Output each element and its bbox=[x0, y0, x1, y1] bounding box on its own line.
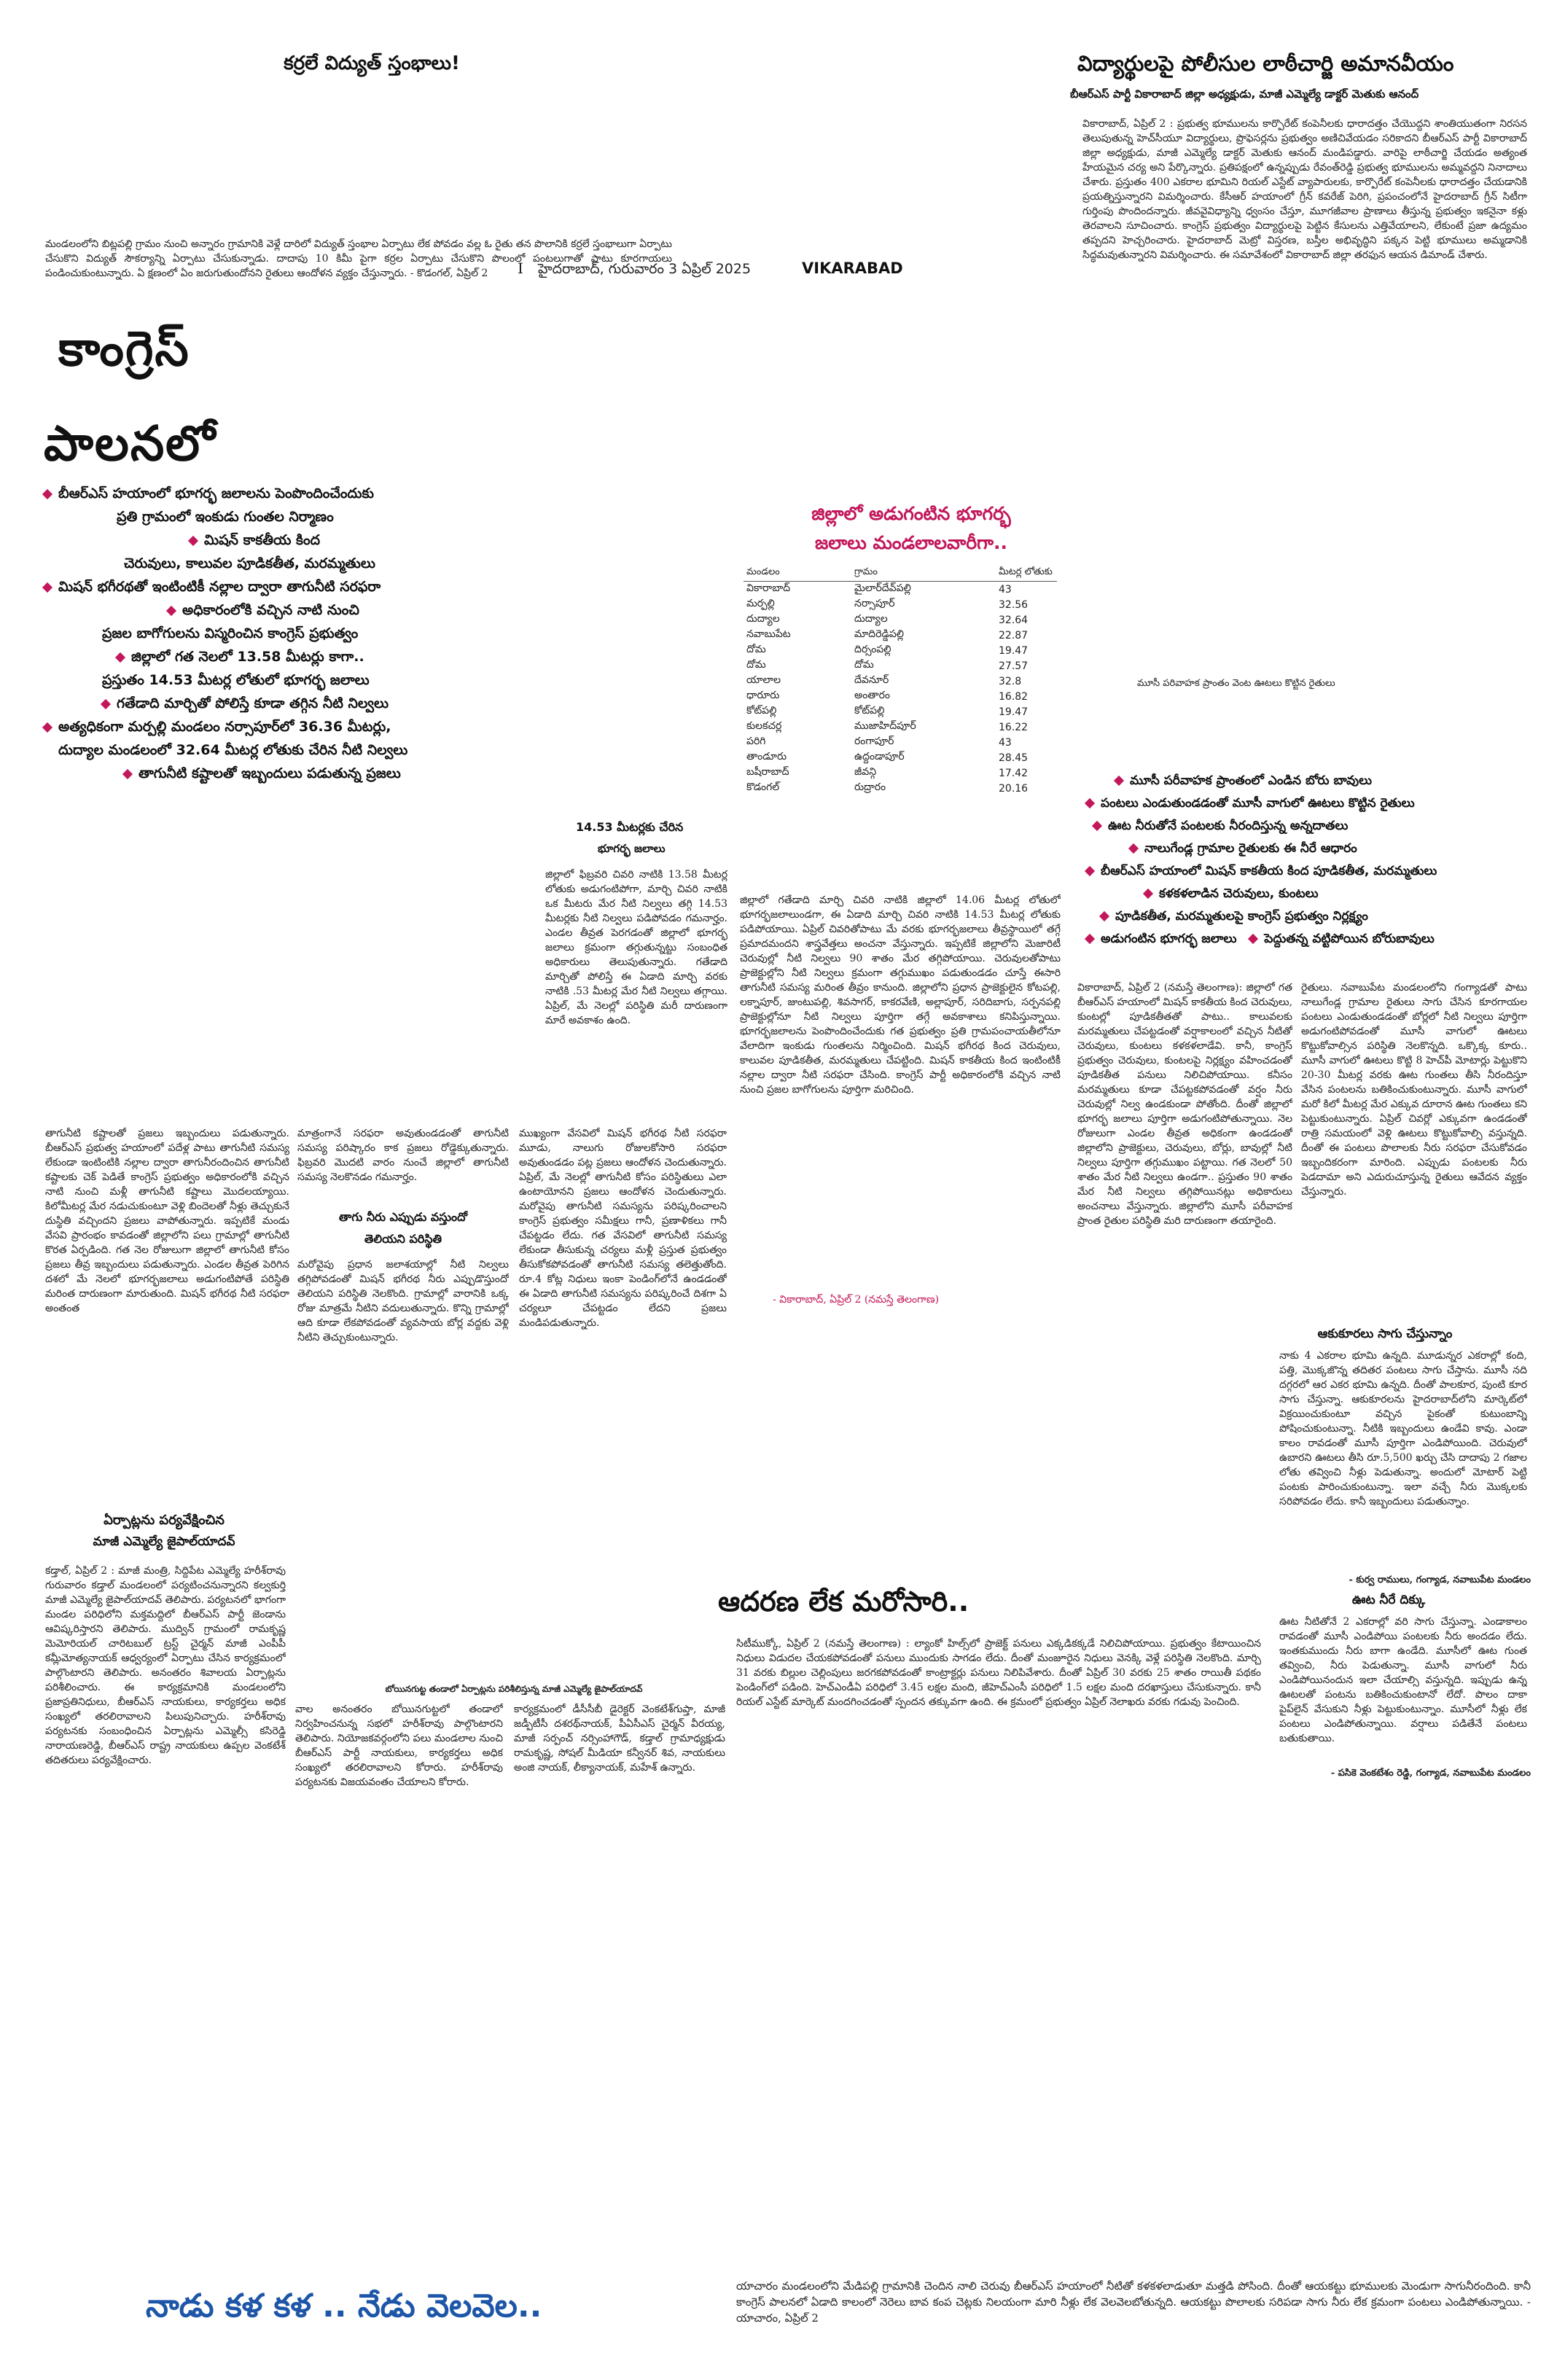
mandal-cell: నవాబుపేట bbox=[746, 628, 791, 640]
village-cell: రుద్రారం bbox=[854, 781, 886, 793]
depth-cell: 43 bbox=[999, 583, 1012, 596]
diamond-bullet-icon bbox=[1085, 866, 1095, 876]
village-cell: అంతారం bbox=[854, 690, 890, 701]
mandal-cell: దుద్యాల bbox=[746, 613, 780, 625]
ooto-body: ఊట నీటితోనే 2 ఎకరాల్లో వరి సాగు చేస్తున్నా. ఎండాకాలం రావడంతో మూసీ ఎండిపోయి పంటలకు నీరు అందడం లేదు. ఇంతకుముందు నీరు బాగా ఉండేది. మూసీలో ఊట గుంత తవ్వించి, నీరు పెడుతున్నా. మూసీ వాగులో నీరు ఎండిపోయినందున ఇలా చేయాల్సి వస్తున్నది. ఇప్పుడు ఉన్న ఊటలతో పంటను బతికించుకుంటానో లేదో. పొలం దాకా పైప్‌లైన్‌ వేసుకుని నీళ్లు పెట్టుకుంటున్నాం. మూసీలో నీళ్లు లేక పంటలు ఎండిపోతున్నాయి. వర్షాలు పడితేనే పంటలు బతుకుతాయి. bbox=[1279, 1616, 1527, 1744]
musi-bullet: అడుగంటిన భూగర్భ జలాలు పెద్దుతన్న వట్టిపోయిన బోరుబావులు bbox=[1086, 929, 1538, 950]
mandal-cell: కోట్‌పల్లి bbox=[746, 705, 777, 717]
table-row bbox=[744, 658, 1057, 674]
diamond-bullet-icon bbox=[1092, 821, 1102, 831]
village-cell: కోట్‌పల్లి bbox=[854, 705, 885, 717]
event-col-3: కార్యక్రమంలో డీసీసీబీ డైరెక్టర్‌ వెంకటేశ్‌గుప్తా, మాజీ జడ్పీటీసీ దశరథ్‌నాయక్‌, పీఏసీఎస్‌ చైర్మన్‌ వీరయ్య, మాజీ సర్పంచ్‌ నర్సింహాగౌడ్‌, కడ్తాల్‌ గ్రామాధ్యక్షుడు రామకృష్ణ, సోషల్‌ మీడియా కన్వీనర్‌ శివ, నాయకులు అంజి నాయక్‌, లీక్యానాయక్‌, మహేశ్‌ ఉన్నారు. bbox=[514, 1704, 725, 1774]
table-header: గ్రామం bbox=[851, 565, 996, 582]
table-row bbox=[744, 689, 1057, 704]
event-headline-1: ఏర్పాట్లను పర్యవేక్షించిన bbox=[104, 1513, 225, 1528]
table-row bbox=[744, 750, 1057, 765]
mandal-cell: మర్పల్లి bbox=[746, 598, 775, 609]
main-col-2-heading-1: తాగు నీరు ఎప్పుడు వస్తుందో bbox=[338, 1210, 468, 1224]
main-bullet: తాగునీటి కష్టాలతో ఇబ్బందులు పడుతున్న ప్రజలు bbox=[44, 762, 569, 784]
ooto-heading: ఊట నీరే దిక్కు bbox=[1351, 1593, 1426, 1607]
table-row bbox=[744, 597, 1057, 612]
center-heading-1: 14.53 మీటర్లకు చేరిన bbox=[576, 820, 684, 834]
musi-col-1: వికారాబాద్‌, ఏప్రిల్‌ 2 (నమస్తే తెలంగాణ): జిల్లాలో గత బీఆర్‌ఎస్‌ హయాంలో మిషన్‌ కాకతీయ కింద చెరువులు, కుంటల్లో పూడికతీతతో పాటు.. కాలువలకు మరమ్మతులు చేపట్టడంతో వర్షాకాలంలో వచ్చిన నీటితో చెరువులు, కుంటలు కళకళలాడేవి. కానీ, కాంగ్రెస్‌ ప్రభుత్వం చెరువులు, కుంటలపై నిర్లక్ష్యం వహించడంతో పూడికతీత పనులు నిలిచిపోయాయి. కనీసం మరమ్మతులు కూడా చేపట్టకపోవడంతో వర్షం నీరు చెరువుల్లో నిల్వ ఉండకుండా పోతోంది. దీంతో జిల్లాలో భూగర్భ జలాలు పూర్తిగా అడుగంటిపోతున్నాయి. నెల రోజులుగా ఎండల తీవ్రత అధికంగా ఉండడంతో జిల్లాలోని ప్రాజెక్టులు, చెరువులు, బోర్లు, బావుల్లో నీటి నిల్వలు పూర్తిగా తగ్గుముఖం పట్టాయి. గత నెలలో 50 శాతం మేర నీటి నిల్వలు ఉండగా.. ప్రస్తుతం 90 శాతం మేర నీటి నిల్వలు తగ్గిపోయినట్లు అధికారులు అంచనాలు వేస్తున్నారు. జిల్లాలోని మూసీ పరీవాహక ప్రాంత రైతుల పరిస్థితి మరి దారుణంగా తయారైంది. bbox=[1077, 982, 1292, 1227]
vegetable-byline: - కుర్వ రాములు, గంగ్యాడ, నవాబుపేట మండలం bbox=[1349, 1575, 1531, 1585]
depth-cell: 20.16 bbox=[999, 782, 1029, 795]
table-row bbox=[744, 781, 1057, 796]
main-bullet: అధికారంలోకి వచ్చిన నాటి నుంచి bbox=[44, 599, 569, 621]
mandal-cell: దోమ bbox=[746, 659, 766, 671]
mandal-cell: తాండూరు bbox=[746, 751, 787, 762]
diamond-bullet-icon bbox=[1248, 934, 1258, 944]
main-headline-line1: కాంగ్రెస్‌ bbox=[58, 321, 190, 377]
diamond-bullet-icon bbox=[115, 652, 125, 662]
village-cell: మైలార్‌దేవ్‌పల్లి bbox=[854, 582, 911, 594]
depth-cell: 27.57 bbox=[999, 660, 1029, 672]
musi-photo-caption: మూసీ పరివాహక ప్రాంతం వెంట ఊటలు కొట్టిన రైతులు bbox=[1137, 678, 1335, 689]
depth-cell: 28.45 bbox=[999, 752, 1029, 764]
depth-cell: 32.8 bbox=[999, 675, 1022, 687]
mandal-cell: ధారూరు bbox=[746, 690, 780, 701]
diamond-bullet-icon bbox=[101, 698, 111, 709]
diamond-bullet-icon bbox=[122, 768, 133, 779]
village-cell: నర్సాపూర్‌ bbox=[854, 598, 895, 609]
bottom-caption: యాచారం మండలంలోని మేడిపల్లి గ్రామానికి చెందిన నాలి చెరువు బీఆర్‌ఎస్‌ హయాంలో నీటితో కళకళలాడుతూ మత్తడి పోసింది. దీంతో ఆయకట్టు భూములకు మెండుగా సాగునీరందింది. కానీ కాంగ్రెస్‌ పాలనలో ఏడాది కాలంలో నెరెలు బావ కంప చెట్లకు నిలయంగా మారి నీళ్లు లేక వెలవెలబోతున్నది. ఆయకట్టు పొలాలకు సరిపడా సాగు నీరు లేక క్రమంగా పంటలు ఎండిపోతున్నాయి. - యాచారం, ఏప్రిల్‌ 2 bbox=[736, 2279, 1531, 2325]
center-col-b: జిల్లాలో గతేడాది మార్చి చివరి నాటికి జిల్లాలో 14.06 మీటర్ల లోతులో భూగర్భజలాలుండగా, ఈ ఏడాది మార్చి చివరి నాటికి 14.53 మీటర్ల లోతుకు పడిపోయాయి. ఏప్రిల్‌ చివరితోపాటు మే వరకు భూగర్భజలాలు తీవ్రస్థాయిలో తగ్గే ప్రమాదమందని శాస్త్రవేత్తలు అంచనా వేస్తున్నారు. ఇప్పటికే జిల్లాలోని మెజారిటీ చెరువుల్లో నీటి నిల్వలు 90 శాతం మేర తగ్గిపోయాయి. చెరువులతోపాటు ప్రాజెక్టుల్లోని నీటి నిల్వలు క్రమంగా తగ్గుముఖం పడుతుండడం చూస్తే ఈసారి తాగునీటి సమస్య మరింత తీవ్రం కానుంది. జిల్లాలోని ప్రధాన ప్రాజెక్టులైన కోటపల్లి, లక్నాపూర్‌, జుంటుపల్లి, శివసాగర్‌, కాకరవేణి, అల్లాపూర్‌, సరిదిబాగు, సర్పనపల్లి ప్రాజెక్టుల్లోనూ నీటి నిల్వలు పూర్తిగా తగ్గే అవకాశాలు కనిపిస్తున్నాయి. భూగర్భజలాలను పెంపొందించేందుకు గత ప్రభుత్వం ప్రతి గ్రామపంచాయతీలోనూ వేలాదిగా ఇంకుడు గుంతలను నిర్మించింది. మిషన్‌ భగీరథ కింద చెరువులు, కాలువల పూడికతీత, మరమ్మతులు చేపట్టింది. మిషన్‌ కాకతీయ కింద ఇంటింటికీ నల్లాల ద్వారా నీటి సరఫరా చేసింది. కాంగ్రెస్‌ పార్టీ అధికారంలోకి వచ్చిన నాటి నుంచి ప్రజల బాగోగులను పూర్తిగా మరిచింది. bbox=[740, 894, 1061, 1096]
main-bullet: గతేడాది మార్చితో పోలిస్తే కూడా తగ్గిన నీటి నిల్వలు bbox=[44, 692, 569, 714]
depth-cell: 16.82 bbox=[999, 690, 1029, 703]
diamond-bullet-icon bbox=[1114, 776, 1124, 786]
page-marker: I bbox=[518, 260, 523, 277]
musi-photo-2 bbox=[1077, 696, 1529, 769]
poles-photo bbox=[44, 73, 671, 230]
diamond-bullet-icon bbox=[166, 605, 176, 615]
students-subhead: బీఆర్‌ఎస్‌ పార్టీ వికారాబాద్‌ జిల్లా అధ్యక్షుడు, మాజీ ఎమ్మెల్యే డాక్టర్‌ మెతుకు ఆనంద్‌ bbox=[1070, 87, 1419, 101]
musi-col-2: రైతులు. నవాబుపేట మండలంలోని గంగ్యాడతో పాటు నాలుగేండ్ల గ్రామాల రైతులు సాగు చేసిన కూరగాయల పంటలు ఎండుతుండడంతో బోర్లలో నీటి నిల్వలు పూర్తిగా అడుగంటిపోవడంతో మూసీ వాగులో ఊటలు కొట్టుకోవాల్సిన పరిస్థితి నెలకొన్నది. ఒక్కొక్క కూరు.. మూసీ వాగులో ఊటలు కొట్టి 8 హెచ్‌పీ మోటార్లు పెట్టుకొని 20-30 మీటర్ల వరకు ఊట గుంతలు తీసి నీరందిస్తూ వేసిన పంటలను బతికించుకుంటున్నారు. మూసీ వాగులో మరో కిలో మీటర్ల మేర ఎక్కువ దూరాన ఊట గుంతలు కని పెట్టుకుంటున్నారు. ఏప్రిల్‌ చివర్లో ఎక్కువగా ఉండడంతో రాత్రి సమయంలో వెళ్లి ఊటలు కొట్టుకోవాల్సి వస్తున్నది. దీంతో ఈ పంటలు పొలాలకు నీరు సరఫరా చేసుకోవడం ఇబ్బందికరంగా మారింది. ఎప్పుడు పంటలకు నీరు పెడదామా అని ఎదురుచూస్తున్న రైతులు ఆవేదన వ్యక్తం చేస్తున్నారు. bbox=[1301, 982, 1527, 1198]
main-bullet: జిల్లాలో గత నెలలో 13.58 మీటర్లు కాగా.. bbox=[44, 646, 569, 668]
students-body: వికారాబాద్‌, ఏప్రిల్‌ 2 : ప్రభుత్వ భూములను కార్పొరేట్‌ కంపెనీలకు ధారాదత్తం చేయొద్దని శాంతియుతంగా నిరసన తెలుపుతున్న హెచ్‌సీయూ విద్యార్థులు, ప్రొఫెసర్లను ప్రభుత్వం అణిచివేయడం సరికాదని బీఆర్‌ఎస్‌ పార్టీ వికారాబాద్‌ జిల్లా అధ్యక్షుడు, మాజీ ఎమ్మెల్యే డాక్టర్‌ మెతుకు ఆనంద్‌ మండిపడ్డారు. వారిపై లాఠీచార్జి చేయడం అత్యంత హేయమైన చర్య అని పేర్కొన్నారు. ప్రతిపక్షంలో ఉన్నప్పుడు రేవంత్‌రెడ్డి ప్రభుత్వ భూములను అమ్మవద్దని నినాదాలు చేశారు. ప్రస్తుతం 400 ఎకరాల భూమిని రియల్‌ ఎస్టేట్‌ వ్యాపారులకు, కార్పొరేట్‌ కంపెనీలకు ధారాదత్తం చేయడానికి ప్రయత్నిస్తున్నారని విమర్శించారు. కేసీఆర్‌ హయాంలో గ్రీన్‌ కవరేజ్‌ పెరిగి, ప్రపంచంలోనే హైదరాబాద్‌ గ్రీన్‌ సిటీగా గుర్తింపు పొందిందన్నారు. జీవవైవిధ్యాన్ని ధ్వంసం చేస్తూ, మూగజీవాల ప్రాణాలు తీస్తున్న ప్రభుత్వం ఇకనైనా కళ్లు తెరవాలని సూచించారు. కాంగ్రెస్‌ ప్రభుత్వం విద్యార్థులపై పెట్టిన కేసులను ఎత్తివేయాలని, లేకుంటే ప్రజా ఉద్యమం తప్పదని హెచ్చరించారు. హైదరాబాద్‌ మెట్రో విస్తరణ, బస్తీల అభివృద్ధిని పక్కన పెట్టి భూములు అమ్మడానికి సిద్ధమవుతున్నారని విమర్శించారు. ఈ సమావేశంలో వికారాబాద్‌ జిల్లా తరఫున ఆయన డిమాండ్‌ చేశారు. bbox=[1082, 118, 1527, 261]
table-row bbox=[744, 582, 1057, 598]
village-cell: మాదిరెడ్డిపల్లి bbox=[854, 628, 905, 640]
table-row bbox=[744, 735, 1057, 750]
depth-cell: 17.42 bbox=[999, 767, 1029, 779]
neglect-headline: ఆదరణ లేక మరోసారి.. bbox=[718, 1585, 969, 1618]
event-col-2: వాల అనంతరం బోయినగుట్టలో తండాలో నిర్వహించనున్న సభలో హరీశ్‌రావు పాల్గొంటారని తెలిపారు. నియోజకవర్గంలోని పలు మండలాల నుంచి బీఆర్‌ఎస్‌ పార్టీ నాయకులు, కార్యకర్తలు అధిక సంఖ్యలో తరలిరావాలని కోరారు. హరీశ్‌రావు పర్యటనకు విజయవంతం చేయాలని కోరారు. bbox=[295, 1704, 503, 1788]
musi-bullet: పూడికతీత, మరమ్మతులపై కాంగ్రెస్‌ ప్రభుత్వం నిర్లక్ష్యం bbox=[1086, 906, 1538, 927]
main-bullet: ప్రతి గ్రామంలో ఇంకుడు గుంతల నిర్మాణం bbox=[117, 509, 334, 525]
main-bullet: బీఆర్‌ఎస్‌ హయాంలో భూగర్భ జలాలను పెంపొందించేందుకు bbox=[44, 483, 569, 504]
main-bullet: మిషన్‌ కాకతీయ కింద bbox=[44, 529, 569, 551]
musi-bullet: పంటలు ఎండుతుండడంతో మూసీ వాగులో ఊటలు కొట్టిన రైతులు bbox=[1086, 793, 1538, 814]
musi-bullet: కళకళలాడిన చెరువులు, కుంటలు bbox=[1086, 883, 1538, 905]
main-bullet: అత్యధికంగా మర్పల్లి మండలం నర్సాపూర్‌లో 36.36 మీటర్లు, bbox=[44, 716, 569, 738]
mandal-cell: పరిగి bbox=[746, 736, 766, 747]
mandal-cell: వికారాబాద్‌ bbox=[746, 582, 791, 594]
main-col-2-heading-2: తెలియని పరిస్థితి bbox=[364, 1232, 442, 1246]
diamond-bullet-icon bbox=[1143, 889, 1153, 899]
table-header: మీటర్ల లోతుకు bbox=[996, 565, 1057, 582]
event-headline-2: మాజీ ఎమ్మెల్యే జైపాల్‌యాదవ్‌ bbox=[93, 1534, 235, 1549]
diamond-bullet-icon bbox=[42, 488, 52, 499]
depth-cell: 22.87 bbox=[999, 629, 1029, 641]
vegetable-body: నాకు 4 ఎకరాల భూమి ఉన్నది. మూడున్నర ఎకరాల్లో కంది, పత్తి, మొక్కజొన్న తదితర పంటలు సాగు చేస్తాను. మూసీ నది దగ్గరలో ఆర ఎకర భూమి ఉన్నది. దీంతో పాలకూర, పుంటి కూర సాగు చేస్తున్నా. ఆకుకూరలను హైదరాబాద్‌లోని మార్కెట్‌లో విక్రయించుకుంటూ వచ్చిన పైకంతో కుటుంబాన్ని పోషించుకుంటున్నా. నీటికి ఇబ్బందులు ఉండేవి కావు. ఎండా కాలం రావడంతో మూసీ పూర్తిగా ఎండిపోయింది. చెరువులో ఉబారని ఊటలు తీసి రూ.5,500 ఖర్చు చేసి దాదాపు 2 గజాల లోతు తవ్వించి నీళ్లు పెడుతున్నా. అందులో మోటార్‌ పెట్టి పంటకు పారించుకుంటున్నా. ఇలా వచ్చే నీరు మొక్కలకు సరిపోవడం లేదు. కానీ ఇబ్బందులు పడుతున్నాం. bbox=[1279, 1350, 1527, 1507]
neglect-body: సిటీముక్కో, ఏప్రిల్‌ 2 (నమస్తే తెలంగాణ) : ల్యాంకో హిల్స్‌లో ప్రాజెక్ట్‌ పనులు ఎక్కడికక్కడే నిలిచిపోయాయి. ప్రభుత్వం కేటాయించిన నిధులు విడుదల చేయకపోవడంతో పనులు ముందుకు సాగడం లేదు. దీంతో మంజూరైన నిధులు వెనక్కి వెళ్లే పరిస్థితి నెలకొంది. మార్చి 31 వరకు బిల్లుల చెల్లింపులు జరగకపోవడంతో కాంట్రాక్టర్లు పనులు నిలిపివేశారు. దీంతో ఏప్రిల్‌ 30 వరకు 25 శాతం రాయితీ పథకం పెండింగ్‌లో పడింది. హెచ్‌ఎండీఏ పరిధిలో 3.45 లక్షల మంది, జీహెచ్‌ఎంసీ పరిధిలో 1.5 లక్షల మంది దరఖాస్తులు చేసుకున్నారు. కానీ రియల్‌ ఎస్టేట్‌ మార్కెట్‌ మందగించడంతో స్పందన తక్కువగా ఉంది. ఈ క్రమంలో ప్రభుత్వం ఏప్రిల్‌ నెలాఖరు వరకు గడువు పెంచింది. bbox=[736, 1638, 1261, 1708]
mandal-cell: దోమ bbox=[746, 644, 766, 655]
main-bullet: మిషన్‌ భగీరథతో ఇంటింటికీ నల్లాల ద్వారా తాగునీటి సరఫరా bbox=[44, 576, 569, 598]
main-col-3: ముఖ్యంగా వేసవిలో మిషన్‌ భగీరథ నీటి సరఫరా మూడు, నాలుగు రోజులకోసారి సరఫరా అవుతుండడం పట్ల ప్రజలు ఆందోళన చెందుతున్నారు. ఏప్రిల్‌, మే నెలల్లో తాగునీటి కోసం పరిస్థితులు ఎలా ఉంటాయోనని ప్రజలు ఆందోళన చెందుతున్నారు. మరోవైపు తాగునీటి సమస్యను పరిష్కరించాలని కాంగ్రెస్‌ ప్రభుత్వం సమీక్షలు గానీ, ప్రణాళికలు గానీ చేపట్టడం లేదు. గత వేసవిలో తాగునీటి సమస్య లేకుండా తీసుకున్న చర్యలు మళ్లీ ప్రస్తుత ప్రభుత్వం తీసుకోకపోవడంతో తాగునీటి సమస్య తలెత్తుతోంది. రూ.4 కోట్ల నిధులు ఇంకా పెండింగ్‌లోనే ఉండడంతో ఈ ఏడాది తాగునీటి సమస్యను పరిష్కరించే దిశగా ఏ చర్యలూ చేపట్టడం లేదని ప్రజలు మండిపడుతున్నారు. bbox=[519, 1128, 727, 1329]
musi-bullet: మూసీ పరీవాహక ప్రాంతంలో ఎండిన బోరు బావులు bbox=[1086, 770, 1538, 792]
village-cell: దేవనూర్‌ bbox=[854, 674, 889, 686]
mandal-cell: బషీరాబాద్‌ bbox=[746, 766, 789, 778]
musi-bullet: నాలుగేండ్ల గ్రామాల రైతులకు ఈ నీరే ఆధారం bbox=[1086, 838, 1538, 859]
depth-cell: 32.64 bbox=[999, 614, 1029, 626]
diamond-bullet-icon bbox=[42, 582, 52, 592]
diamond-bullet-icon bbox=[1085, 934, 1095, 944]
musi-bullet: బీఆర్‌ఎస్‌ హయాంలో మిషన్‌ కాకతీయ కింద పూడికతీత, మరమ్మతులు bbox=[1086, 861, 1538, 882]
table-row bbox=[744, 643, 1057, 658]
mandal-cell: కొడంగల్‌ bbox=[746, 781, 780, 793]
musi-photo bbox=[1077, 554, 1529, 674]
bottom-headline: నాడు కళ కళ .. నేడు వెలవెల.. bbox=[146, 2287, 542, 2325]
table-row bbox=[744, 704, 1057, 719]
table-header: మండలం bbox=[744, 565, 851, 582]
village-cell: ముజాహిద్‌పూర్‌ bbox=[854, 720, 916, 732]
table-header-row bbox=[744, 565, 1057, 582]
diamond-bullet-icon bbox=[188, 535, 198, 545]
table-row bbox=[744, 674, 1057, 689]
table-row bbox=[744, 612, 1057, 628]
ooto-byline: - పసికె వెంకటేశం రెడ్డి, గంగ్యాడ, నవాబుపేట మండలం bbox=[1330, 1768, 1531, 1779]
main-bullet: దుద్యాల మండలంలో 32.64 మీటర్ల లోతుకు చేరిన నీటి నిల్వలు bbox=[58, 742, 408, 758]
depth-cell: 19.47 bbox=[999, 706, 1029, 718]
depth-cell: 43 bbox=[999, 736, 1012, 749]
groundwater-table bbox=[744, 565, 1057, 796]
depth-cell: 32.56 bbox=[999, 598, 1029, 611]
depth-cell: 16.22 bbox=[999, 721, 1029, 733]
poles-headline: కర్రలే విద్యుత్‌ స్తంభాలు! bbox=[284, 52, 460, 74]
table-row bbox=[744, 628, 1057, 643]
village-cell: రంగాపూర్‌ bbox=[854, 736, 894, 747]
event-photo bbox=[295, 1502, 725, 1680]
village-cell: జీవన్గి bbox=[854, 766, 877, 778]
center-byline: - వికారాబాద్‌, ఏప్రిల్‌ 2 (నమస్తే తెలంగాణ) bbox=[773, 1294, 940, 1306]
bottom-photo bbox=[44, 1910, 1531, 2274]
diamond-bullet-icon bbox=[1085, 798, 1095, 808]
village-cell: దుద్యాల bbox=[854, 613, 888, 625]
center-col-a: జిల్లాలో ఫిబ్రవరి చివరి నాటికి 13.58 మీటర్ల లోతుకు అడుగంటిపోగా, మార్చి చివరి నాటికి ఒక మీటరు మేర నీటి నిల్వలు తగ్గి 14.53 మీటర్లకు నీటి నిల్వలు పడిపోవడం గమనార్హం. ఎండల తీవ్రత పెరగడంతో జిల్లాలో భూగర్భ జలాలు క్రమంగా తగ్గుతున్నట్టు సంబంధిత అధికారులు తెలుపుతున్నారు. గతేడాది మార్చితో పోలిస్తే ఈ ఏడాది మార్చి వరకు నాటికి .53 మీటర్ల మేర నీటి నిల్వలు తగ్గాయి. ఏప్రిల్‌, మే నెలల్లో పరిస్థితి మరీ దారుణంగా మారే అవకాశం ఉంది. bbox=[545, 869, 727, 1026]
village-cell: దిర్సంపల్లి bbox=[854, 644, 891, 655]
diamond-bullet-icon bbox=[1099, 911, 1109, 921]
students-headline: విద్యార్థులపై పోలీసుల లాఠీచార్జి అమానవీయం bbox=[1077, 51, 1454, 76]
main-headline-line2: పాలనలో bbox=[44, 415, 217, 472]
musi-bullet: ఊట నీరుతోనే పంటలకు నీరందిస్తున్న అన్నదాతలు bbox=[1086, 816, 1538, 837]
main-col-2-top: మాత్రంగానే సరఫరా అవుతుండడంతో తాగునీటి సమస్య పరిష్కారం కాక ప్రజలు రోడ్డెక్కుతున్నారు. ఫిబ్రవరి మొదటి వారం నుంచే జిల్లాలో తాగునీటి సమస్య నెలకొనడం గమనార్హం. bbox=[297, 1128, 509, 1183]
event-photo-caption: బోయినగుట్ట తండాలో ఏర్పాట్లను పరిశీలిస్తున్న మాజీ ఎమ్మెల్యే జైపాల్‌యాదవ్‌ bbox=[385, 1684, 643, 1694]
table-row bbox=[744, 719, 1057, 735]
village-cell: ఉద్దండాపూర్‌ bbox=[854, 751, 905, 762]
mandal-cell: కులకచర్ల bbox=[746, 720, 782, 732]
table-row bbox=[744, 765, 1057, 781]
neglect-photo bbox=[736, 1327, 1261, 1575]
table-title-1: జిల్లాలో అడుగంటిన భూగర్భ bbox=[811, 503, 1011, 524]
main-col-2-body: మరోవైపు ప్రధాన జలాశయాల్లో నీటి నిల్వలు తగ్గిపోవడంతో మిషన్‌ భగీరథ నీరు ఎప్పుడొస్తుందో తెలియని పరిస్థితి నెలకొంది. గ్రామాల్లో వారానికి ఒక్క రోజు మాత్రమే నీటిని వదులుతున్నారు. కొన్ని గ్రామాల్లో ఆది కూడా లేకపోవడంతో వ్యవసాయ బోర్ల వద్దకు వెళ్లి నీటిని తెచ్చుకుంటున్నారు. bbox=[297, 1259, 509, 1343]
depth-cell: 19.47 bbox=[999, 644, 1029, 657]
section-label: VIKARABAD bbox=[802, 260, 903, 277]
dateline: హైదరాబాద్‌, గురువారం 3 ఏప్రిల్‌ 2025 bbox=[538, 261, 752, 277]
table-title-2: జలాలు మండలాలవారీగా.. bbox=[814, 532, 1008, 553]
groundwater-table-wrap bbox=[744, 565, 1057, 796]
main-col-1: తాగునీటి కష్టాలతో ప్రజలు ఇబ్బందులు పడుతున్నారు. బీఆర్‌ఎస్‌ ప్రభుత్వ హయాంలో పదేళ్ల పాటు తాగునీటి సమస్య లేకుండా ఇంటింటికి నల్లాల ద్వారా తాగునీరందించిన తాగునీటి కష్టాలకు చెక్‌ పెడితే కాంగ్రెస్‌ ప్రభుత్వం అధికారంలోకి వచ్చిన నాటి నుంచి మళ్లీ తాగునీటి కష్టాలు మొదలయ్యాయి. కిలోమీటర్ల మేర నడుచుకుంటూ వెళ్లి బిందెలతో నీళ్లు తెచ్చుకునే దుస్థితి వచ్చిందని ప్రజలు వాపోతున్నారు. ఇప్పటికే మండు వేసవి ప్రారంభం కావడంతో జిల్లాలోని పలు గ్రామాల్లో తాగునీటి కొరత ఏర్పడింది. గత నెల రోజులుగా జిల్లాలో తాగునీటి కోసం ప్రజలు తీవ్ర ఇబ్బందులు పడుతున్నారు. ఎండల తీవ్రత పెరిగిన దశలో మే నెలలో భూగర్భజలాలు అడుగంటిపోతే పరిస్థితి మరింత దారుణంగా మారుతుంది. మిషన్‌ భగీరథ నీటి సరఫరా అంతంత bbox=[45, 1128, 289, 1314]
main-bullet-list bbox=[44, 481, 569, 786]
poles-caption: మండలంలోని బిట్లపల్లి గ్రామం నుంచి అన్నారం గ్రామానికి వెళ్లే దారిలో విద్యుత్‌ స్తంభాల ఏర్పాటు లేక పోవడం వల్ల ఓ రైతు తన పొలానికి కర్రలే స్తంభాలుగా ఏర్పాటు చేసుకొని విద్యుత్‌ సౌకర్యాన్ని ఏర్పాటు చేసుకున్నాడు. దాదాపు 10 కిమీ పైగా కర్రల ఏర్పాటు చేసుకొని పొలంలో పంటలుగాతో పాటు కూరగాయలు పండించుకుంటున్నారు. ఏ క్షణంలో ఏం జరుగుతుందోనని రైతులు ఆందోళన వ్యక్తం చేస్తున్నారు. - కొడంగల్‌, ఏప్రిల్‌ 2 bbox=[45, 238, 672, 279]
main-bullet: ప్రజల బాగోగులను విస్మరించిన కాంగ్రెస్‌ ప్రభుత్వం bbox=[102, 625, 359, 641]
diamond-bullet-icon bbox=[42, 722, 52, 732]
diamond-bullet-icon bbox=[1128, 843, 1139, 854]
main-bullet: చెరువులు, కాలువల పూడికతీత, మరమ్మతులు bbox=[124, 555, 375, 571]
event-body: కడ్తాల్‌, ఏప్రిల్‌ 2 : మాజీ మంత్రి, సిద్దిపేట ఎమ్మెల్యే హరీశ్‌రావు గురువారం కడ్తాల్‌ మండలంలో పర్యటించనున్నారని కల్వకుర్తి మాజీ ఎమ్మెల్యే జైపాల్‌యాదవ్‌ తెలిపారు. పర్యటనలో భాగంగా మండల పరిధిలోని మక్తమద్దిలో బీఆర్‌ఎస్‌ పార్టీ జెండాను ఆవిష్కరిస్తారని తెలిపారు. ముద్విన్‌ గ్రామంలో రామకృష్ణ మెమోరియల్‌ చారిటబుల్‌ ట్రస్ట్‌ చైర్మన్‌ మాజీ ఎంపీపీ కమ్లీమోత్యనాయక్‌ ఆధ్వర్యంలో ఏర్పాటు చేసిన కార్యక్రమంలో పాల్గొంటారని తెలిపారు. అనంతరం శివాలయ ఏర్పాట్లను పరిశీలించారు. ఈ కార్యక్రమానికి మండలంలోని ప్రజాప్రతినిధులు, బీఆర్‌ఎస్‌ నాయకులు, కార్యకర్తలు అధిక సంఖ్యలో తరలిరావాలని పిలుపునిచ్చారు. హరీశ్‌రావు పర్యటనకు సంబంధించిన ఏర్పాట్లను ఎమ్మెల్సీ కసిరెడ్డి నారాయణరెడ్డి, బీఆర్‌ఎస్‌ రాష్ట్ర నాయకులు ఉప్పల వెంకటేశ్‌ తదితరులు పర్యవేక్షించారు. bbox=[45, 1565, 286, 1766]
vegetable-heading: ఆకుకూరలు సాగు చేస్తున్నాం bbox=[1317, 1327, 1453, 1341]
mandal-cell: యాలాల bbox=[746, 674, 781, 686]
village-cell: దోమ bbox=[854, 659, 874, 671]
musi-bullet-list bbox=[1086, 769, 1538, 951]
center-heading-2: భూగర్భ జలాలు bbox=[598, 842, 666, 855]
main-bullet: ప్రస్తుతం 14.53 మీటర్ల లోతులో భూగర్భ జలాలు bbox=[102, 672, 370, 688]
